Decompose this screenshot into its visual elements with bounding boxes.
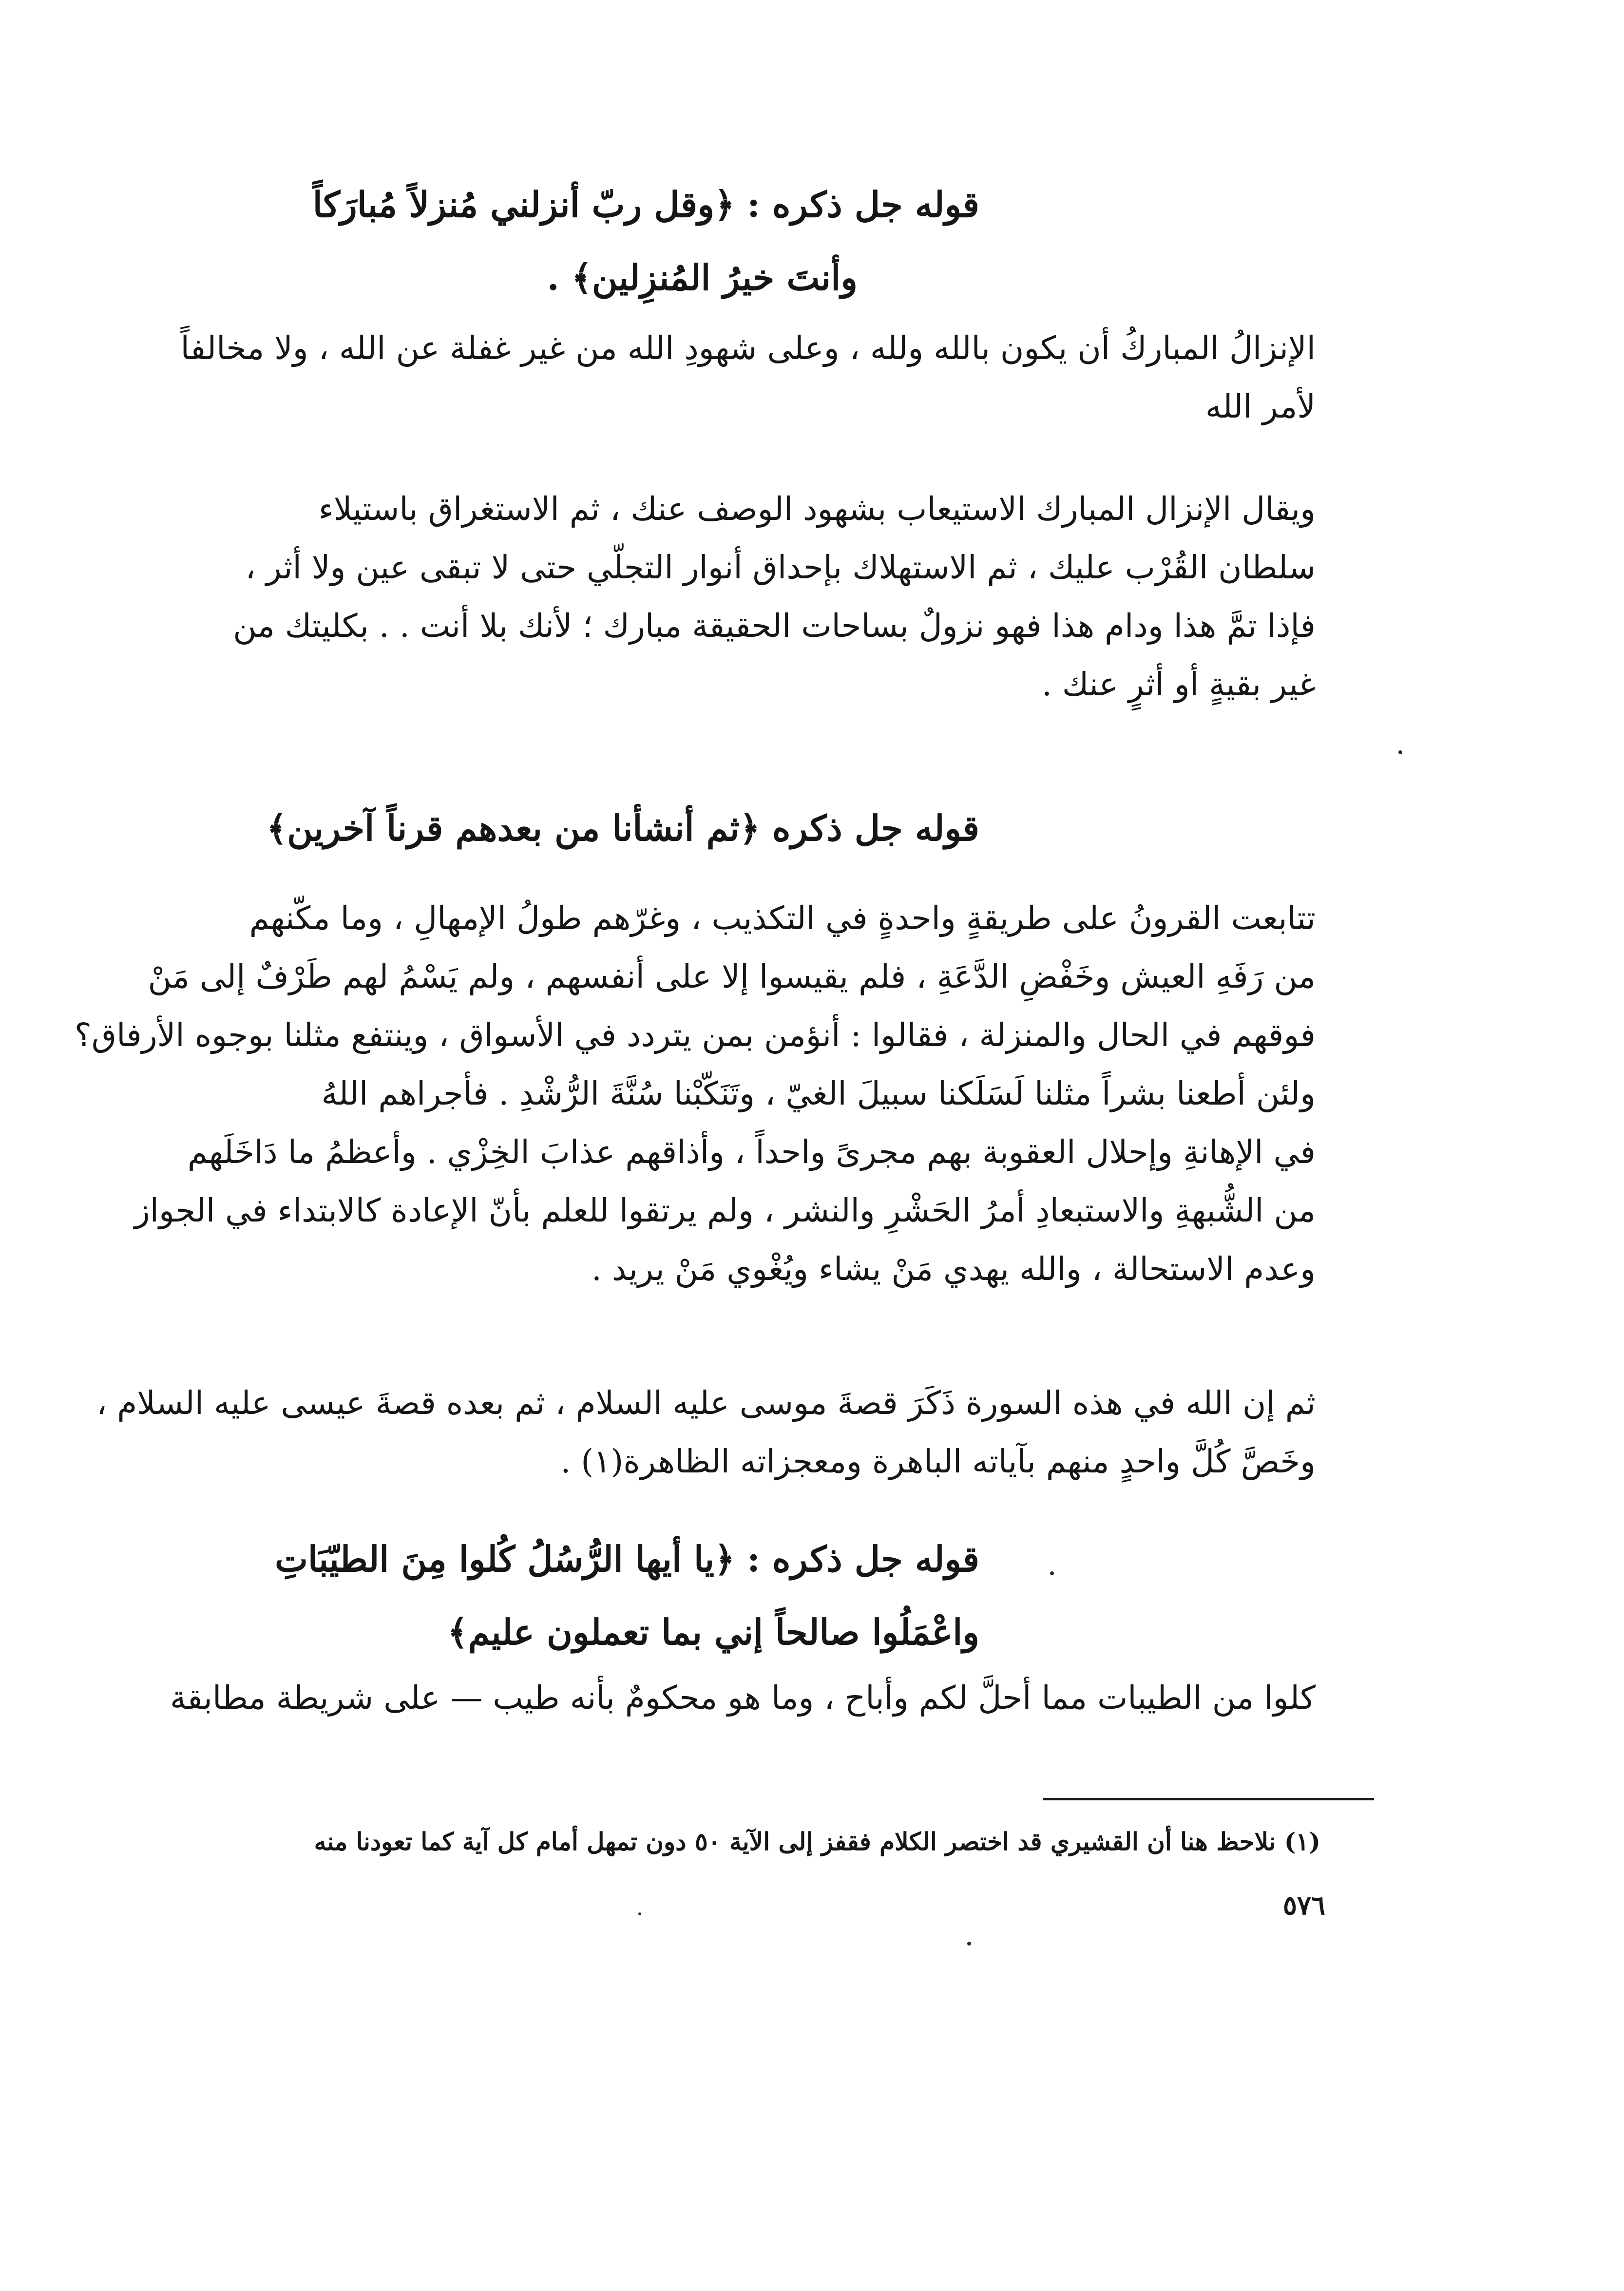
heading-line: وأنتَ خيرُ المُنزِلين﴾ . [547,257,858,298]
scan-speck [1398,750,1402,754]
paragraph [170,1669,1316,1727]
paragraph-line: سلطان القُرْب عليك ، ثم الاستهلاك بإحداق أنوار التجلّي حتى لا تبقى عين ولا أثر ، [245,549,1316,586]
paragraph-line: الإنزالُ المباركُ أن يكون بالله ولله ، وعلى شهودِ الله من غير غفلة عن الله ، ولا مخالفاً [180,329,1316,367]
paragraph-line: من رَفَهِ العيش وخَفْضِ الدَّعَةِ ، فلم يقيسوا إلا على أنفسهم ، ولم يَسْمُ لهم طَرْفٌ إلى مَنْ [148,958,1316,995]
paragraph [96,1374,1316,1491]
paragraph-line: ولئن أطعنا بشراً مثلنا لَسَلَكنا سبيلَ الغيّ ، وتَنَكّبْنا سُنَّةَ الرُّشْدِ . فأجراهم اللهُ [321,1075,1316,1112]
heading-line: قوله جل ذكره ﴿ثم أنشأنا من بعدهم قرناً آخرين﴾ [266,807,979,849]
paragraph-line: فوقهم في الحال والمنزلة ، فقالوا : أنؤمن بمن يتردد في الأسواق ، وينتفع مثلنا بوجوه الأرفاق؟ [74,1016,1316,1054]
paragraph-line: وعدم الاستحالة ، والله يهدي مَنْ يشاء ويُغْوي مَنْ يريد . [591,1250,1316,1288]
paragraph [74,889,1316,1298]
footnote [314,1822,1320,1861]
heading-line: واعْمَلُوا صالحاً إني بما تعملون عليم﴾ [447,1611,979,1653]
paragraph [180,319,1316,436]
paragraph-line: وخَصَّ كُلَّ واحدٍ منهم بآياته الباهرة ومعجزاته الظاهرة(١) . [560,1443,1316,1480]
heading-line: قوله جل ذكره : ﴿وقل ربّ أنزلني مُنزلاً مُبارَكاً [312,184,979,225]
scan-speck [967,1942,971,1946]
verse-heading [266,792,979,865]
paragraph-line: في الإهانةِ وإحلال العقوبة بهم مجرىً واحداً ، وأذاقهم عذابَ الخِزْي . وأعظمُ ما دَاخَلَهم [187,1133,1316,1171]
paragraph-line: ثم إن الله في هذه السورة ذَكَرَ قصةَ موسى عليه السلام ، ثم بعده قصةَ عيسى عليه السلام ، [96,1384,1316,1422]
footnote-separator [1043,1798,1374,1800]
paragraph-line: لأمر الله [1205,388,1316,425]
scan-speck [1050,1571,1054,1575]
paragraph-line: من الشُّبهةِ والاستبعادِ أمرُ الحَشْرِ والنشر ، ولم يرتقوا للعلم بأنّ الإعادة كالابتداء في الجواز [134,1192,1316,1229]
paragraph-line: تتابعت القرونُ على طريقةٍ واحدةٍ في التكذيب ، وغرّهم طولُ الإمهالِ ، وما مكّنهم [249,899,1316,937]
paragraph-line: كلوا من الطيبات مما أحلَّ لكم وأباح ، وما هو محكومٌ بأنه طيب — على شريطة مطابقة [170,1679,1316,1717]
footnote-line: (١) نلاحظ هنا أن القشيري قد اختصر الكلام فقفز إلى الآية ٥٠ دون تمهل أمام كل آية كما تعودنا منه [314,1827,1320,1856]
paragraph-line: غير بقيةٍ أو أثرٍ عنك . [1041,666,1316,703]
verse-heading [275,1523,979,1669]
verse-heading [312,168,979,314]
heading-line: قوله جل ذكره : ﴿يا أيها الرُّسُلُ كُلوا مِنَ الطيّبَاتِ [275,1538,979,1580]
page-number: ٥٧٦ [1282,1890,1325,1921]
paragraph [233,480,1316,714]
paragraph-line: فإذا تمَّ هذا ودام هذا فهو نزولٌ بساحات الحقيقة مبارك ؛ لأنك بلا أنت . . بكليتك من [233,607,1316,645]
paragraph-line: ويقال الإنزال المبارك الاستيعاب بشهود الوصف عنك ، ثم الاستغراق باستيلاء [318,490,1316,528]
scan-speck [638,1912,641,1915]
